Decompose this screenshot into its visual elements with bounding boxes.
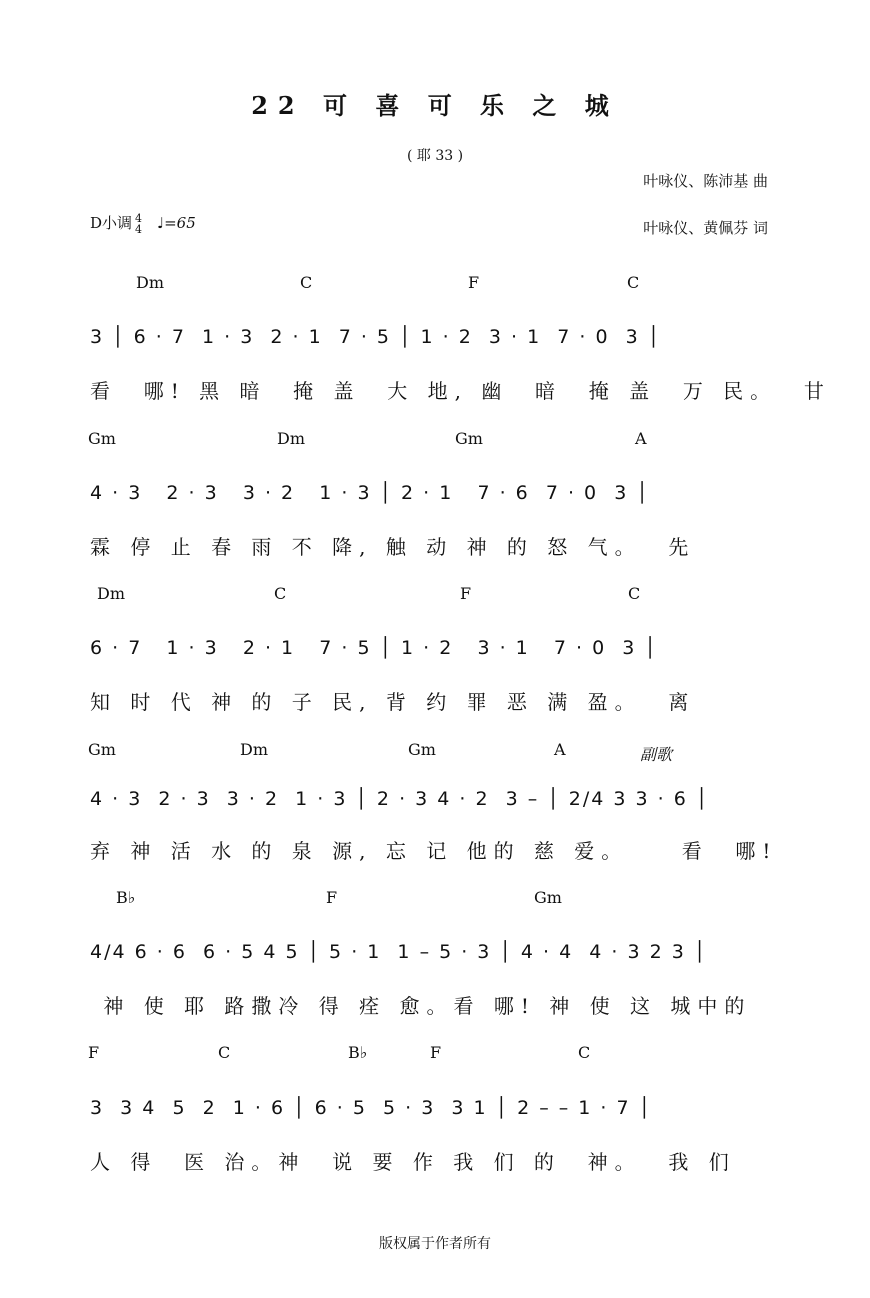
chord-row <box>0 429 870 451</box>
chord: F <box>460 584 472 603</box>
chord: A <box>635 429 647 448</box>
lyrics-line: 霖 停 止 春 雨 不 降, 触 动 神 的 怒 气。 先 <box>90 535 696 559</box>
lyrics-line: 看 哪! 黑 暗 掩 盖 大 地, 幽 暗 掩 盖 万 民。 甘 <box>90 379 831 403</box>
notation-line: 3 3 4 5 2 1 · 6 │ 6 · 5 5 · 3 3 1 │ 2 – – 1 · 7 │ <box>90 1097 653 1119</box>
chord: B♭ <box>348 1043 368 1062</box>
chord: B♭ <box>116 888 136 907</box>
chord: C <box>628 584 641 603</box>
chord: Gm <box>88 740 116 759</box>
chord-row <box>0 740 870 762</box>
notation-line: 4/4 6 · 6 6 · 5 4 5 │ 5 · 1 1 – 5 · 3 │ 4 · 4 4 · 3 2 3 │ <box>90 941 708 963</box>
chord: C <box>274 584 287 603</box>
time-signature: 4 4 <box>135 212 143 236</box>
chord: C <box>218 1043 231 1062</box>
notation-line: 4 · 3 2 · 3 3 · 2 1 · 3 │ 2 · 1 7 · 6 7 · 0 3 │ <box>90 482 650 504</box>
chord: Gm <box>455 429 483 448</box>
lyrics-line: 知 时 代 神 的 子 民, 背 约 罪 恶 满 盈。 离 <box>90 690 696 714</box>
chord: C <box>627 273 640 292</box>
song-title: 22 可 喜 可 乐 之 城 <box>251 91 619 120</box>
chord: F <box>468 273 480 292</box>
chorus-label: 副歌 <box>640 745 673 764</box>
chord: F <box>88 1043 100 1062</box>
chord: A <box>554 740 566 759</box>
key-label: D小调 <box>90 214 133 232</box>
chord-row <box>0 888 870 910</box>
lyrics-line: 人 得 医 治。神 说 要 作 我 们 的 神。 我 们 <box>90 1150 736 1174</box>
chord: C <box>300 273 313 292</box>
notation-line: 3 │ 6 · 7 1 · 3 2 · 1 7 · 5 │ 1 · 2 3 · 1 7 · 0 3 │ <box>90 326 662 348</box>
chord: Dm <box>136 273 164 292</box>
chord-row <box>0 584 870 606</box>
copyright-footer: 版权属于作者所有 <box>379 1236 491 1252</box>
chord: C <box>578 1043 591 1062</box>
chord: Dm <box>240 740 268 759</box>
chord-row <box>0 273 870 295</box>
composer-credit: 叶咏仪、陈沛基 曲 <box>643 172 768 190</box>
tempo-marking: ♩=65 <box>157 214 196 232</box>
chord: Gm <box>88 429 116 448</box>
lyricist-credit: 叶咏仪、黄佩芬 词 <box>643 219 768 237</box>
scripture-reference: ( 耶 33 ) <box>406 148 464 164</box>
notation-line: 4 · 3 2 · 3 3 · 2 1 · 3 │ 2 · 3 4 · 2 3 – │ 2/4 3 3 · 6 │ <box>90 788 710 810</box>
chord: Dm <box>277 429 305 448</box>
chord: Dm <box>97 584 125 603</box>
chord: Gm <box>534 888 562 907</box>
chord-row <box>0 1043 870 1065</box>
chord: F <box>326 888 338 907</box>
notation-line: 6 · 7 1 · 3 2 · 1 7 · 5 │ 1 · 2 3 · 1 7 · 0 3 │ <box>90 637 658 659</box>
lyrics-line: 神 使 耶 路撒冷 得 痊 愈。看 哪! 神 使 这 城中的 <box>90 994 752 1018</box>
lyrics-line: 弃 神 活 水 的 泉 源, 忘 记 他的 慈 爱。 看 哪! <box>90 839 778 863</box>
key-and-tempo <box>90 212 196 235</box>
chord: Gm <box>408 740 436 759</box>
chord: F <box>430 1043 442 1062</box>
